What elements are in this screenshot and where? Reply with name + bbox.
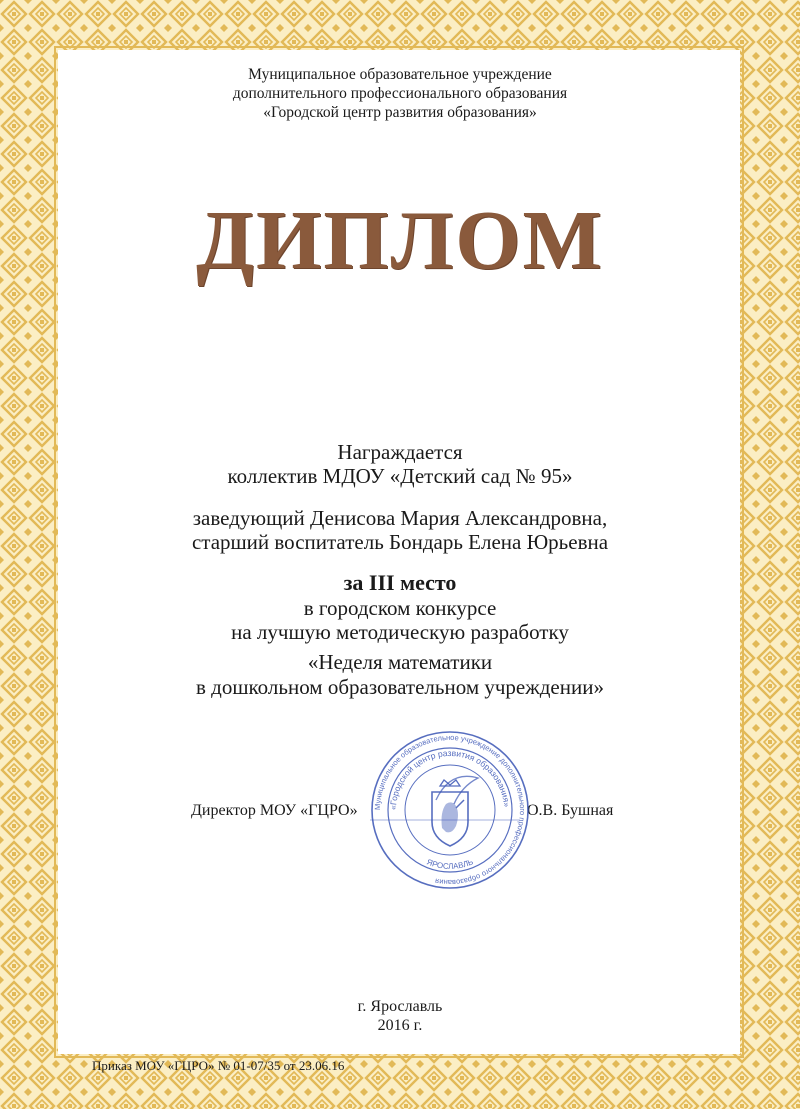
contest-line-1: в городском конкурсе xyxy=(303,596,497,620)
awarded-person-2: старший воспитатель Бондарь Елена Юрьевна xyxy=(191,530,609,554)
awarded-person-1: заведующий Денисова Мария Александровна, xyxy=(192,506,608,530)
signatory-name: О.В. Бушная xyxy=(527,802,614,819)
work-title-line-1: «Неделя математики xyxy=(307,650,493,674)
issue-city: г. Ярославль xyxy=(357,998,443,1015)
awarded-text: Награждается xyxy=(337,440,463,464)
stamp-city-text: ЯРОСЛАВЛЬ xyxy=(425,857,475,871)
issue-year: 2016 г. xyxy=(377,1017,423,1034)
organization-line-1: Муниципальное образовательное учреждение xyxy=(248,66,552,83)
svg-text:ЯРОСЛАВЛЬ xyxy=(425,857,474,871)
organization-line-2: дополнительного профессионального образования xyxy=(232,85,568,102)
order-reference: Приказ МОУ «ГЦРО» № 01-07/35 от 23.06.16 xyxy=(92,1058,345,1073)
signatory-position: Директор МОУ «ГЦРО» xyxy=(191,802,358,819)
award-place: за III место xyxy=(343,570,457,595)
contest-line-2: на лучшую методическую разработку xyxy=(231,620,569,644)
work-title-line-2: в дошкольном образовательном учреждении» xyxy=(196,675,604,699)
stamp-outer-text: Муниципальное образовательное учреждение дополнительного профессионального образования xyxy=(372,732,528,888)
stamp-inner-text: «Городской центр развития образования» xyxy=(387,747,512,811)
diploma-title: ДИПЛОМ xyxy=(196,194,604,287)
awarded-team: коллектив МДОУ «Детский сад № 95» xyxy=(227,464,573,488)
organization-line-3: «Городской центр развития образования» xyxy=(263,104,537,121)
official-stamp xyxy=(370,730,530,890)
